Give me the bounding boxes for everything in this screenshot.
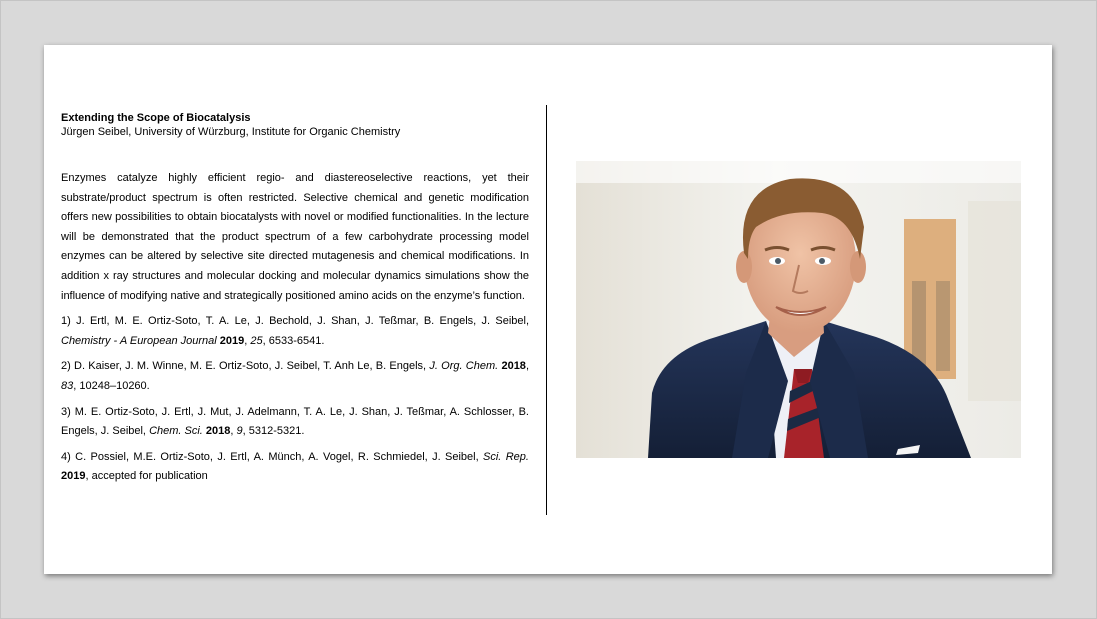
ref-year: 2018 — [501, 360, 526, 373]
text-column — [61, 112, 529, 487]
ref-journal: Chemistry - A European Journal — [61, 334, 217, 347]
slide-page — [44, 45, 1052, 574]
ref-authors: 2) D. Kaiser, J. M. Winne, M. E. Ortiz-Soto, J. Seibel, T. Anh Le, B. Engels, — [61, 360, 427, 373]
ref-journal: Sci. Rep. — [483, 450, 529, 463]
author-affiliation: Jürgen Seibel, University of Würzburg, Institute for Organic Chemistry — [61, 126, 401, 138]
page-title: Extending the Scope of Biocatalysis — [61, 112, 251, 124]
ref-authors: 1) J. Ertl, M. E. Ortiz-Soto, T. A. Le, J. Bechold, J. Shan, J. Teßmar, B. Engels, J. Seibel, — [61, 315, 529, 328]
ref-journal: J. Org. Chem. — [429, 360, 499, 373]
ref-volume: 25 — [250, 334, 263, 347]
ref-pages: 5312-5321. — [248, 425, 305, 438]
portrait-photo — [576, 161, 1021, 458]
ref-year: 2018 — [205, 425, 231, 438]
reference-3: 3) M. E. Ortiz-Soto, J. Ertl, J. Mut, J. Adelmann, T. A. Le, J. Shan, J. Teßmar, A. Schlosser, B. Engels, J. Seibel, Chem. Sci. 2018, 9, 5312-5321. — [61, 405, 529, 438]
ref-authors: 3) M. E. Ortiz-Soto, J. Ertl, J. Mut, J. Adelmann, T. A. Le, J. Shan, J. Teßmar, A. Schlosser, B. Engels, J. Seibel, — [61, 405, 529, 438]
ref-authors: 4) C. Possiel, M.E. Ortiz-Soto, J. Ertl, A. Münch, A. Vogel, R. Schmiedel, J. Seibel, — [61, 450, 479, 463]
ref-pages: 6533-6541. — [268, 334, 325, 347]
column-divider — [546, 105, 547, 515]
ref-journal: Chem. Sci. — [149, 425, 203, 438]
ref-year: 2019 — [219, 334, 245, 347]
ref-volume: 83 — [61, 379, 74, 392]
ref-year: 2019 — [61, 470, 86, 483]
ref-note: accepted for publication — [91, 470, 208, 483]
ref-volume: 9 — [236, 425, 243, 438]
reference-4: 4) C. Possiel, M.E. Ortiz-Soto, J. Ertl, A. Münch, A. Vogel, R. Schmiedel, J. Seibel, Sci. Rep. 2019, accepted for publication — [61, 450, 529, 483]
ref-pages: 10248–10260. — [79, 379, 150, 392]
reference-1: 1) J. Ertl, M. E. Ortiz-Soto, T. A. Le, J. Bechold, J. Shan, J. Teßmar, B. Engels, J. Seibel, Chemistry - A European Journal 2019, 25, 6533-6541. — [61, 315, 529, 347]
reference-2: 2) D. Kaiser, J. M. Winne, M. E. Ortiz-Soto, J. Seibel, T. Anh Le, B. Engels, J. Org. Chem. 2018, 83, 10248–10260. — [61, 360, 529, 392]
abstract-paragraph: Enzymes catalyze highly efficient regio- and diastereoselective reactions, yet their substrate/product spectrum is often restricted. Selective chemical and genetic modification offers new possibilities to obtain biocatalysts with novel or modified functionalities. In the lecture will be demonstrated that the product spectrum of a few carbohydrate processing model enzymes can be altered by selective site directed mutagenesis and chemical modifications. In addition x ray structures and molecular docking and molecular dynamics simulations show the influence of modifying native and strategically positioned amino acids on the enzyme’s function. — [61, 172, 529, 302]
portrait-illustration — [576, 161, 1021, 458]
